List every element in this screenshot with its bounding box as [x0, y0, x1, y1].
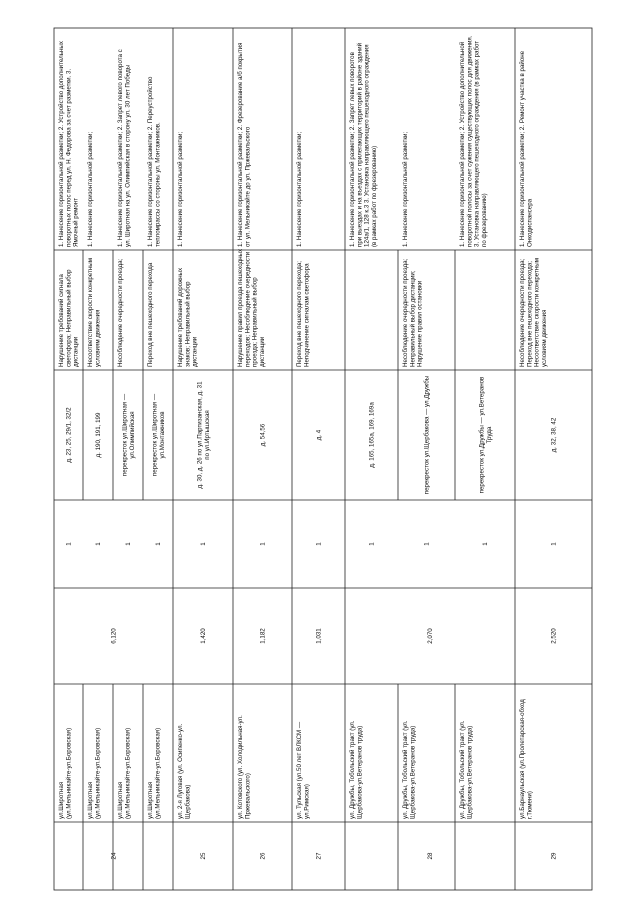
measure [147, 76, 161, 247]
row-number [316, 852, 323, 859]
measure-line: 1. Нанесение горизонтальной разметки; 2. Устройство дополнительной [458, 41, 466, 247]
measure: 1. Нанесение горизонтальной разметки; [295, 131, 303, 247]
section-length: 2,070 [427, 628, 435, 644]
measure-line: 1. Нанесение горизонтальной разметки; 2. Фрезерование а/б покрытия [236, 42, 244, 247]
accident-count [316, 542, 323, 546]
street-name [296, 721, 310, 819]
measure-line: по фрезерованию) [481, 193, 489, 247]
street-name [459, 720, 473, 819]
accident-count [95, 542, 102, 546]
violation-line: знаков; Неправильный выбор [184, 281, 192, 367]
accident-count [155, 542, 162, 546]
measure-line: Онкодиспансера [526, 198, 534, 247]
location: перекресток ул.Щербакова — ул.Дружбы [423, 375, 431, 495]
location [122, 393, 136, 476]
accident-count [66, 542, 73, 546]
measure-line: тепломрассы со стороны ул. Монтажников. [154, 122, 162, 247]
section-length [111, 628, 118, 644]
accident-count [482, 542, 489, 546]
measure [117, 49, 131, 247]
violation-line: переходов; Несоблюдение очередности [244, 251, 252, 367]
street-name [519, 699, 533, 819]
measure [87, 131, 94, 247]
section-length [427, 628, 434, 644]
row-number: 24 [110, 852, 118, 860]
location: д. 4 [315, 429, 323, 441]
accident-count [424, 542, 431, 546]
violation: Переход вне пешеходного перехода [146, 262, 154, 367]
violation-line: Переход вне пешеходного перехода; [526, 261, 534, 367]
street-name-line: (ул.Мельникайте-ул.Боровская) [154, 727, 162, 819]
section-length: 1,182 [259, 628, 267, 644]
accident-count: 1 [482, 542, 490, 546]
violation-line: Нарушение правил остановки [416, 280, 424, 367]
violation [177, 267, 199, 367]
street-name-line: ул.Широтная [116, 781, 124, 819]
section-length: 6,120 [110, 628, 118, 644]
street-name [147, 728, 161, 819]
location: д. 23, 25, 29/1, 32/2 [65, 407, 73, 463]
row-number: 27 [315, 852, 323, 860]
location [197, 381, 211, 489]
measure-line: Ямочный ремонт [72, 197, 80, 247]
measure-line: 1. Нанесение горизонтальной разметки; 2. Устройство дополнительных [57, 41, 65, 247]
violation-line: Переход вне пешеходного перехода; [295, 261, 303, 367]
accident-count: 1 [550, 542, 558, 546]
street-name-line: ул. 2-я Луговая (ул. Осипенко-ул. [176, 723, 184, 819]
violation [237, 248, 266, 367]
measure-line: ул. Широтная на ул. Олимпийская в сторону ул. 30 лет Победы [124, 64, 132, 247]
section-length: 1,420 [200, 628, 208, 644]
accident-count [260, 542, 267, 546]
row-number: 29 [550, 852, 558, 860]
violation-line: дистанции [259, 336, 267, 367]
measure-line: (в рамках работ по фрезерованию) [371, 145, 379, 247]
location [66, 407, 73, 463]
measure [237, 42, 251, 247]
measure-line: 124а/1, 128 к.3 3. Установка направляющего пешеходного ограждения [363, 44, 371, 247]
section-length [200, 628, 207, 644]
location [479, 376, 493, 493]
violation-line: условиям движения [541, 309, 549, 367]
violation-line: Несоответствие скорости конкретным [533, 258, 541, 367]
row-number [260, 852, 267, 859]
violation-line: Нарушение требований дорожных [176, 267, 184, 367]
measure [519, 50, 533, 247]
street-name-line: ул. Котовского (ул. Холодильная-ул. [236, 715, 244, 819]
location: д. 54,56 [259, 423, 267, 447]
measure-line: поворотных полос перед ул. Н. Федорова за счет разметки. 3. [65, 68, 73, 247]
row-number [111, 852, 118, 859]
accident-count [125, 542, 132, 546]
street-name-line: ул. Дружбы, Тобольский тракт (ул. [401, 720, 409, 819]
location [424, 375, 431, 494]
street-name-line: (ул.Мельникайте-ул.Боровская) [124, 727, 132, 819]
row-number [427, 852, 434, 859]
accident-count: 1 [200, 542, 208, 546]
measure [349, 42, 378, 247]
street-name-line: Щербакова-ул.Ветеранов труда) [409, 725, 417, 819]
street-name [58, 728, 72, 819]
section-length [260, 628, 267, 644]
street-name [177, 723, 191, 819]
street-name-line: ул.Барнаульская (ул.Пролетарская-обход [518, 699, 526, 819]
street-name-line: ул. Тульская (ул.50 лет ВЛКСМ — [295, 721, 303, 819]
violation [117, 258, 124, 367]
violation [402, 258, 424, 367]
measure-line: 1. Нанесение горизонтальной разметки; 2. Запрет левых поворотов [348, 52, 356, 247]
accident-count: 1 [368, 542, 376, 546]
violation-line: Неправильный выбор дистанции; [409, 270, 417, 367]
location-line: перекресток ул.Дружбы — ул.Ветеранов [478, 376, 486, 494]
violation-line: дистанции [72, 336, 80, 367]
street-name-line: ул. Дружбы, Тобольский тракт (ул. [458, 720, 466, 819]
street-name-line: г.Тюмени) [526, 791, 534, 819]
violation-line: условиям движения [94, 309, 102, 367]
accident-count: 1 [315, 542, 323, 546]
accident-count: 1 [259, 542, 267, 546]
row-number [551, 852, 558, 859]
location [95, 412, 102, 457]
street-name [402, 720, 416, 819]
measure: 1. Нанесение горизонтальной разметки; [86, 131, 94, 247]
street-name [117, 728, 131, 819]
row-number: 28 [427, 852, 435, 860]
measure-line: при выездах и на въездах с прилегающих территорий в районе зданий [356, 42, 364, 247]
violation: Несоблюдение очередности проезда; [116, 258, 124, 367]
accident-count: 1 [125, 542, 133, 546]
row-number [200, 852, 207, 859]
location: д. 32, 38, 42 [550, 417, 558, 453]
measure [296, 131, 303, 247]
measure-line: от ул. Мельникайте до ул. Пржевальского [244, 126, 252, 247]
measure-line: 1. Нанесение горизонтальной разметки; 2. Ремонт участка в районе [518, 50, 526, 247]
measure: 1. Нанесение горизонтальной разметки; [401, 131, 409, 247]
violation-line: Несоответствие скорости конкретным [86, 258, 94, 367]
row-number: 25 [200, 852, 208, 860]
street-name-line: ул. Дружбы, Тобольский тракт (ул. [348, 720, 356, 819]
street-name [349, 720, 363, 819]
accident-count: 1 [65, 542, 73, 546]
street-name-line: ул.Широтная [57, 781, 65, 819]
location: д. 165, 165а, 169, 169а [368, 402, 376, 468]
measure [58, 40, 80, 247]
location-line: перекресток ул.Широтная — [121, 393, 129, 477]
violation-line: Несоблюдение очередности проезда; [518, 258, 526, 367]
street-name-line: Щербакова) [184, 784, 192, 819]
street-name-line: (ул.Мельникайте-ул.Боровская) [65, 727, 73, 819]
location-line: ул.Олимпийская [128, 411, 136, 459]
violation-line: Нарушение правил проезда пешеходных [236, 248, 244, 367]
table-cells [58, 35, 558, 859]
accident-count: 1 [423, 542, 431, 546]
accident-count [200, 542, 207, 546]
location [369, 402, 376, 468]
violation [519, 258, 548, 367]
location-line: перекресток ул.Широтная — [151, 393, 159, 477]
violation [296, 261, 310, 367]
street-name [237, 715, 251, 819]
measure-line: 3. Установка направляющего пешеходного ограждения (в рамках работ [473, 40, 481, 247]
street-name [87, 728, 101, 819]
measure: 1. Нанесение горизонтальной разметки; [176, 131, 184, 247]
street-name-line: ул.Римская) [303, 784, 311, 819]
street-name-line: Щербакова-ул.Ветеранов труда) [356, 725, 364, 819]
measure [402, 131, 409, 247]
measure [459, 35, 488, 247]
violation-line: проезда; Неправильный выбор [251, 277, 259, 367]
street-name-line: Пржевальского) [244, 773, 252, 819]
location [316, 429, 323, 440]
section-length: 2,520 [550, 628, 558, 644]
accident-count: 1 [95, 542, 103, 546]
violation [87, 258, 101, 367]
row-number: 26 [259, 852, 267, 860]
street-name-line: (ул.Мельникайте-ул.Боровская) [94, 727, 102, 819]
location [152, 393, 166, 476]
measure-line: 1. Нанесение горизонтальной разметки; 2. Запрет левого поворота с [116, 49, 124, 247]
location-line: по ул.Иртышская [203, 410, 211, 460]
violation-line: дистанции [191, 336, 199, 367]
measure [177, 131, 184, 247]
accident-count [369, 542, 376, 546]
violation-line: Нарушение требований сигнала [57, 274, 65, 367]
location: д. 190, 191, 199 [95, 412, 103, 458]
violation [58, 269, 80, 367]
location-line: ул.Монтажников [158, 411, 166, 459]
street-name-line: ул.Широтная [86, 781, 94, 819]
street-name-line: Щербакова-ул.Ветеранов труда) [466, 725, 474, 819]
section-length [316, 628, 323, 644]
accident-count: 1 [155, 542, 163, 546]
accident-count [551, 542, 558, 546]
location [551, 417, 558, 452]
location-line: д. 30, д. 26 по ул.Партизанская, д. 31 [196, 381, 204, 489]
violation [147, 262, 154, 367]
section-length: 1,031 [315, 628, 323, 644]
location-line: Труда [485, 426, 493, 444]
measure-line: поворотной полосы за счет сужения существующих полос для движения. [466, 35, 474, 247]
violation-line: Несоблюдение очередности проезда; [401, 258, 409, 367]
section-length [551, 628, 558, 644]
violation-line: Неподчинение сигналам светофора [303, 263, 311, 367]
location [260, 423, 267, 446]
measure-line: 1. Нанесение горизонтальной разметки; 2. Переустройство [146, 76, 154, 247]
violation-line: светофора; Неправильный выбор [65, 269, 73, 367]
street-name-line: ул.Широтная [146, 781, 154, 819]
